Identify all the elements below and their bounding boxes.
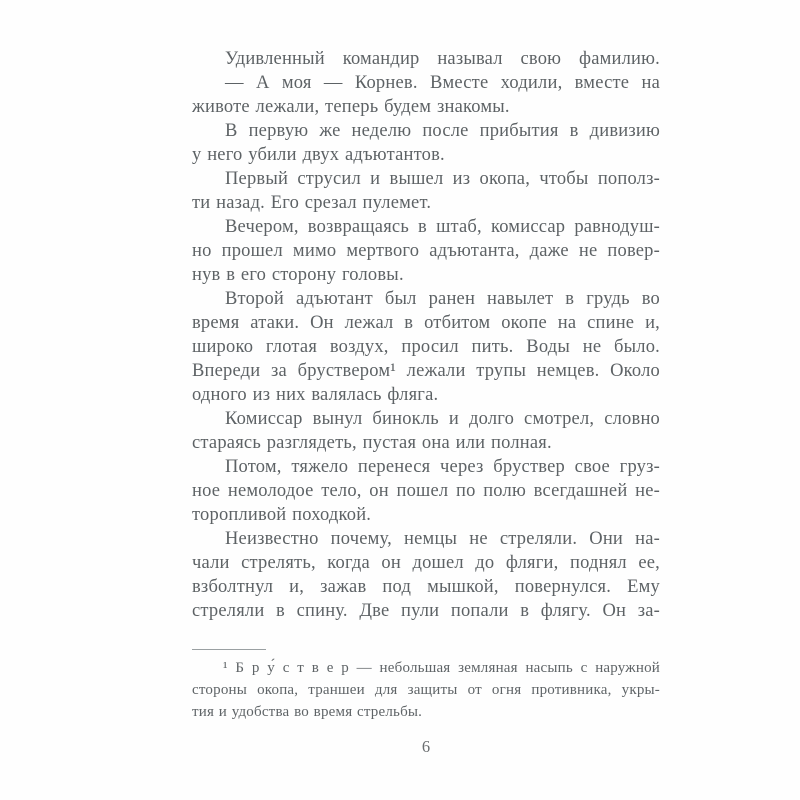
text-line: одного из них валялась фляга. [192, 385, 439, 405]
paragraph [192, 527, 660, 623]
text-line: ти назад. Его срезал пулемет. [192, 193, 432, 213]
text-line: Впереди за бруствером¹ лежали трупы немцев. Около [192, 361, 660, 381]
paragraph [192, 287, 660, 407]
text-block [192, 47, 660, 623]
text-line: стараясь разглядеть, пустая она или полная. [192, 433, 552, 453]
text-line: стреляли в спину. Две пули попали в флягу. Он за- [192, 601, 660, 621]
paragraph [192, 71, 660, 119]
text-line: Потом, тяжело перенеся через бруствер свое груз- [225, 457, 660, 477]
paragraph [192, 47, 660, 71]
paragraph [192, 407, 660, 455]
text-line: у него убили двух адъютантов. [192, 145, 445, 165]
text-line: Вечером, возвращаясь в штаб, комиссар равнодуш- [225, 217, 660, 237]
paragraph [192, 119, 660, 167]
text-line: стороны окопа, траншеи для защиты от огня противника, укры- [192, 682, 660, 698]
text-line: Второй адъютант был ранен навылет в грудь во [225, 289, 660, 309]
text-line: В первую же неделю после прибытия в дивизию [225, 121, 660, 141]
text-line: чали стрелять, когда он дошел до фляги, поднял ее, [192, 553, 660, 573]
paragraph [192, 215, 660, 287]
footnote-divider [192, 649, 266, 650]
text-line: — А моя — Корнев. Вместе ходили, вместе на [225, 73, 660, 93]
page-number: 6 [421, 737, 431, 756]
text-line: Удивленный командир называл свою фамилию. [225, 49, 660, 69]
text-line: взболтнул и, зажав под мышкой, повернулся. Ему [192, 577, 660, 597]
text-line: время атаки. Он лежал в отбитом окопе на спине и, [192, 313, 660, 333]
text-line: Первый струсил и вышел из окопа, чтобы пополз- [225, 169, 660, 189]
text-line: нув в его сторону головы. [192, 265, 404, 285]
text-line: торопливой походкой. [192, 505, 372, 525]
text-line: Неизвестно почему, немцы не стреляли. Они на- [225, 529, 660, 549]
text-line: Комиссар вынул бинокль и долго смотрел, словно [225, 409, 660, 429]
text-line: но прошел мимо мертвого адъютанта, даже не повер- [192, 241, 660, 261]
paragraph [192, 455, 660, 527]
text-line: ¹ Б р у́ с т в е р — небольшая земляная насыпь с наружной [223, 660, 660, 676]
footnote [192, 657, 660, 723]
text-line: ное немолодое тело, он пошел по полю всегдашней не- [192, 481, 660, 501]
paragraph [192, 167, 660, 215]
text-line: животе лежали, теперь будем знакомы. [192, 97, 510, 117]
text-line: тия и удобства во время стрельбы. [192, 704, 423, 720]
text-line: широко глотая воздух, просил пить. Воды не было. [192, 337, 660, 357]
